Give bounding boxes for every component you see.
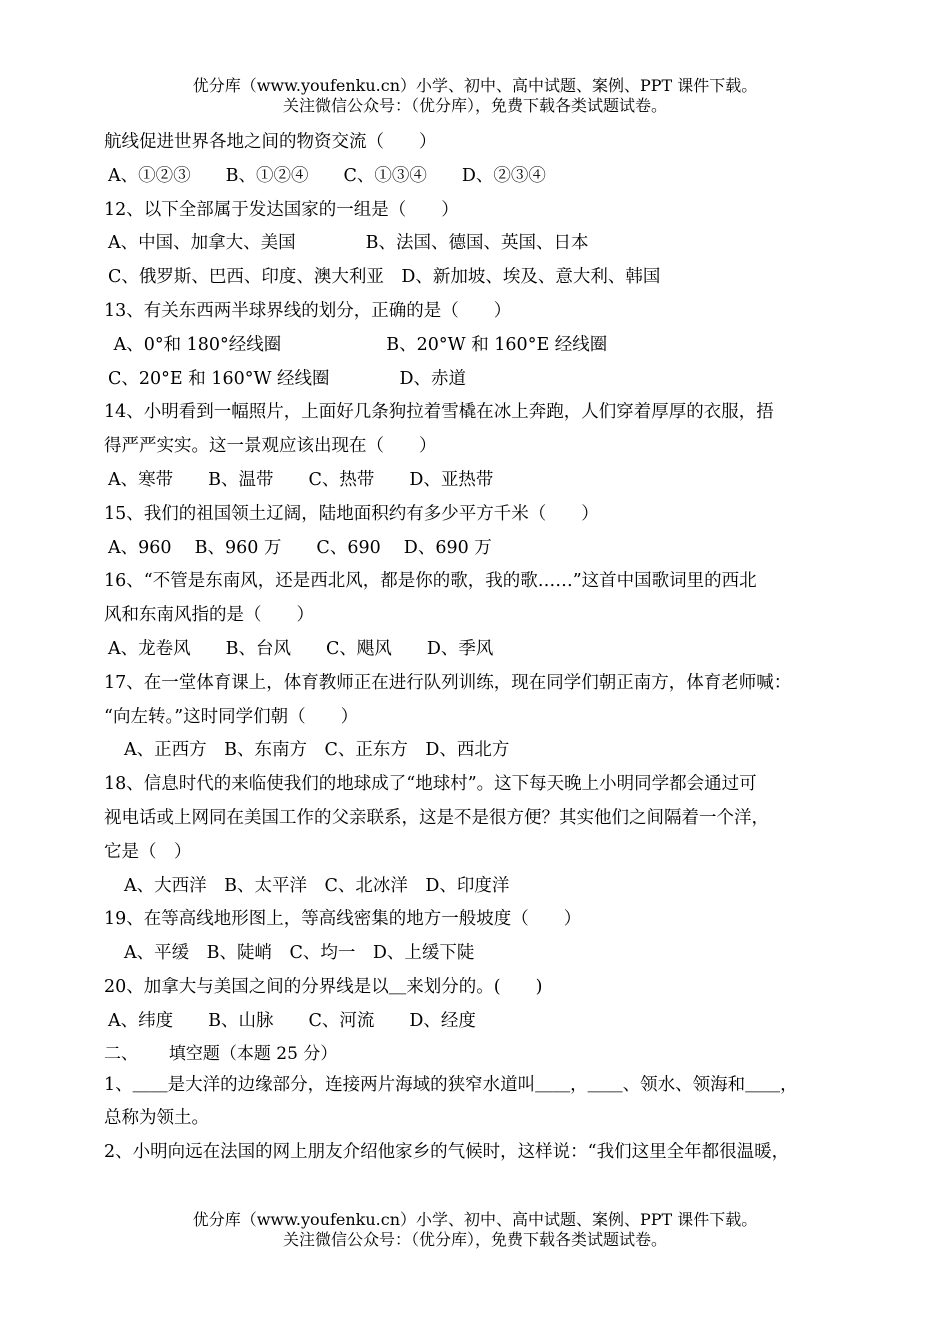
text-line: 总称为领土。 <box>104 1108 209 1129</box>
text-line: C、俄罗斯、巴西、印度、澳大利亚 D、新加坡、埃及、意大利、韩国 <box>108 267 661 288</box>
footer-line-1: 优分库（www.youfenku.cn）小学、初中、高中试题、案例、PPT 课件下载。 <box>192 1210 758 1229</box>
text-line: 1、＿＿是大洋的边缘部分，连接两片海域的狭窄水道叫＿＿，＿＿、领水、领海和＿＿， <box>104 1074 798 1095</box>
text-line: 20、加拿大与美国之间的分界线是以＿来划分的。( ) <box>104 976 543 997</box>
text-line: C、20°E 和 160°W 经线圈 D、赤道 <box>108 368 467 389</box>
text-line: A、0°和 180°经线圈 B、20°W 和 160°E 经线圈 <box>108 334 608 355</box>
text-line: 2、小明向远在法国的网上朋友介绍他家乡的气候时，这样说：“我们这里全年都很温暖， <box>104 1142 790 1163</box>
text-line: 12、以下全部属于发达国家的一组是（ ） <box>104 199 459 220</box>
document-body <box>104 126 856 1170</box>
page-header <box>0 76 950 116</box>
question-list <box>104 126 856 1039</box>
text-line: A、纬度 B、山脉 C、河流 D、经度 <box>108 1010 476 1031</box>
text-line: 13、有关东西两半球界线的划分，正确的是（ ） <box>104 300 512 321</box>
text-line: 14、小明看到一幅照片，上面好几条狗拉着雪橇在冰上奔跑，人们穿着厚厚的衣服，捂 <box>104 402 774 423</box>
header-line-1: 优分库（www.youfenku.cn）小学、初中、高中试题、案例、PPT 课件下载。 <box>192 76 758 95</box>
text-line: 16、“不管是东南风，还是西北风，都是你的歌，我的歌……”这首中国歌词里的西北 <box>104 571 757 592</box>
text-line: 19、在等高线地形图上，等高线密集的地方一般坡度（ ） <box>104 909 582 930</box>
text-line: A、龙卷风 B、台风 C、飓风 D、季风 <box>108 638 494 659</box>
section-heading: 二、 填空题（本题 25 分） <box>104 1043 338 1064</box>
text-line: A、960 B、960 万 C、690 D、690 万 <box>108 537 492 558</box>
fill-blank-list <box>104 1069 856 1170</box>
text-line: 15、我们的祖国领土辽阔，陆地面积约有多少平方千米（ ） <box>104 503 599 524</box>
text-line: 航线促进世界各地之间的物资交流（ ） <box>104 132 437 152</box>
text-line: 得严严实实。这一景观应该出现在（ ） <box>104 436 437 457</box>
text-line: A、寒带 B、温带 C、热带 D、亚热带 <box>108 469 494 490</box>
text-line: 18、信息时代的来临使我们的地球成了“地球村”。这下每天晚上小明同学都会通过可 <box>104 774 757 795</box>
text-line: A、正西方 B、东南方 C、正东方 D、西北方 <box>124 740 510 761</box>
page-footer <box>0 1210 950 1250</box>
text-line: 视电话或上网同在美国工作的父亲联系，这是不是很方便？其实他们之间隔着一个洋， <box>104 807 769 828</box>
text-line: A、①②③ B、①②④ C、①③④ D、②③④ <box>108 165 546 186</box>
text-line: 它是（ ） <box>104 841 192 862</box>
text-line: “向左转。”这时同学们朝（ ） <box>104 706 359 727</box>
text-line: A、中国、加拿大、美国 B、法国、德国、英国、日本 <box>108 233 589 254</box>
text-line: 17、在一堂体育课上，体育教师正在进行队列训练，现在同学们朝正南方，体育老师喊： <box>104 672 792 693</box>
text-line: 风和东南风指的是（ ） <box>104 605 314 626</box>
header-line-2: 关注微信公众号：（优分库），免费下载各类试题试卷。 <box>282 96 667 115</box>
footer-line-2: 关注微信公众号：（优分库），免费下载各类试题试卷。 <box>282 1230 667 1249</box>
text-line: A、平缓 B、陡峭 C、均一 D、上缓下陡 <box>124 943 475 964</box>
text-line: A、大西洋 B、太平洋 C、北冰洋 D、印度洋 <box>124 875 510 896</box>
